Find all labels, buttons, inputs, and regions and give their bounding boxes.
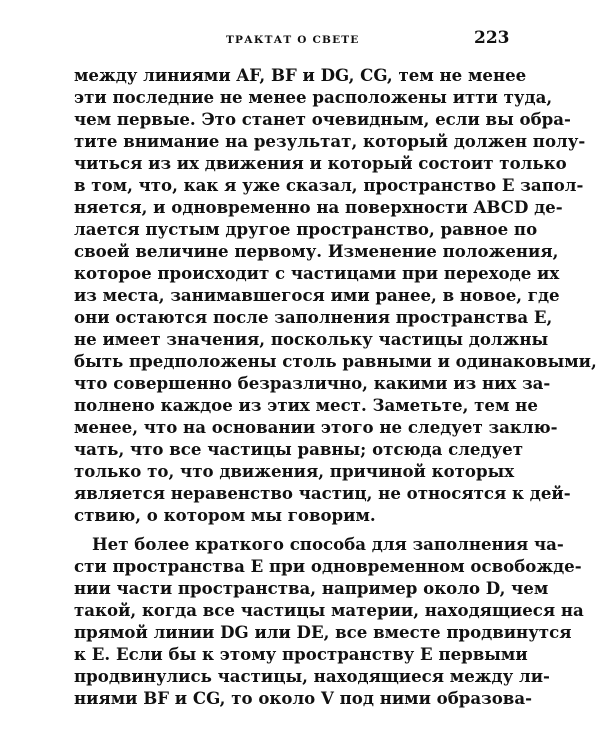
text-line: что совершенно безразлично, какими из них за- <box>74 373 551 393</box>
text-line: к E. Если бы к этому пространству E первыми <box>74 644 528 664</box>
text-line: ниями BF и CG, то около V под ними образова- <box>74 688 532 708</box>
text-line: такой, когда все частицы материи, находящиеся на <box>74 600 584 620</box>
text-line: ствию, о котором мы говорим. <box>74 505 376 525</box>
text-line: нии части пространства, например около D, чем <box>74 578 549 598</box>
text-line: из места, занимавшегося ими ранее, в новое, где <box>74 285 560 305</box>
text-line: полнено каждое из этих мест. Заметьте, тем не <box>74 395 538 415</box>
text-line: читься из их движения и который состоит только <box>74 153 567 173</box>
text-line: менее, что на основании этого не следует заклю- <box>74 417 558 437</box>
text-line: только то, что движения, причиной которых <box>74 461 515 481</box>
page-number: 223 <box>474 28 510 48</box>
text-line: быть предположены столь равными и одинаковыми, <box>74 351 597 371</box>
text-line: является неравенство частиц, не относятся к дей- <box>74 483 571 503</box>
text-line: продвинулись частицы, находящиеся между ли- <box>74 666 550 686</box>
text-line: эти последние не менее расположены итти туда, <box>74 87 553 107</box>
text-line: которое происходит с частицами при переходе их <box>74 263 560 283</box>
running-head: ТРАКТАТ О СВЕТЕ <box>226 34 360 46</box>
text-line: няется, и одновременно на поверхности ABCD де- <box>74 197 563 217</box>
text-line: сти пространства E при одновременном освобожде- <box>74 556 582 576</box>
text-line: прямой линии DG или DE, все вместе продвинутся <box>74 622 572 642</box>
text-line: они остаются после заполнения пространства E, <box>74 307 553 327</box>
text-line: Нет более краткого способа для заполнения ча- <box>92 534 564 554</box>
text-line: тите внимание на результат, который должен полу- <box>74 131 586 151</box>
text-line: не имеет значения, поскольку частицы должны <box>74 329 549 349</box>
text-line: между линиями AF, BF и DG, CG, тем не менее <box>74 65 527 85</box>
text-line: своей величине первому. Изменение положения, <box>74 241 559 261</box>
text-line: чем первые. Это станет очевидным, если вы обра- <box>74 109 571 129</box>
text-line: чать, что все частицы равны; отсюда следует <box>74 439 524 459</box>
text-line: лается пустым другое пространство, равное по <box>74 219 538 239</box>
text-line: в том, что, как я уже сказал, пространство E запол- <box>74 175 584 195</box>
